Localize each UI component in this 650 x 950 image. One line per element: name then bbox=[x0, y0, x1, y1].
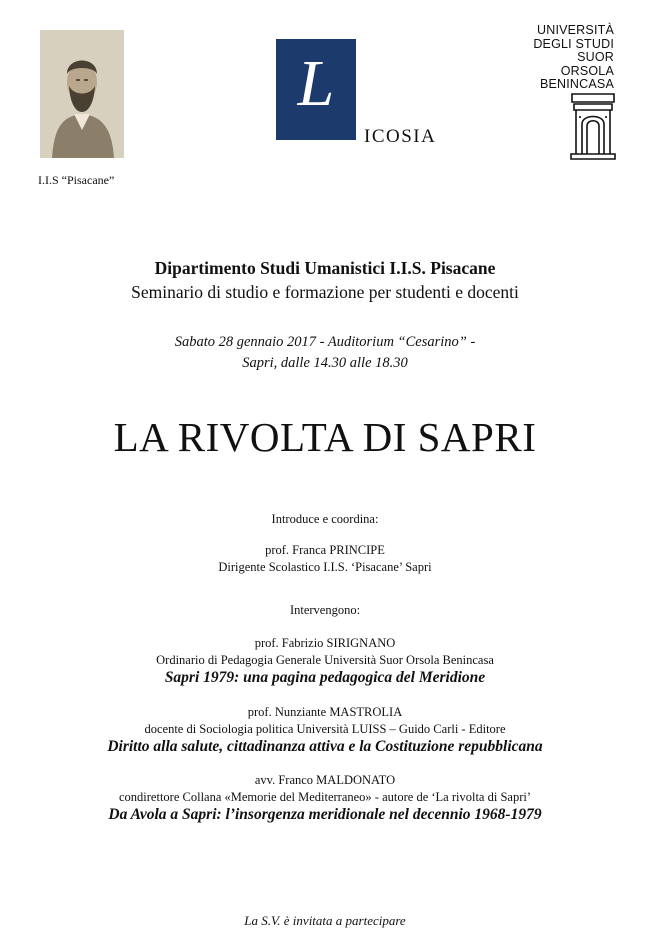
talk-title: Diritto alla salute, cittadinanza attiva e la Costituzione repubblicana bbox=[107, 738, 543, 755]
date-line-2: Sapri, dalle 14.30 alle 18.30 bbox=[242, 355, 408, 371]
speaker-role: condirettore Collana «Memorie del Mediterraneo» - autore de ‘La rivolta di Sapri’ bbox=[119, 790, 531, 804]
event-date-location bbox=[0, 332, 650, 374]
university-line: SUOR ORSOLA bbox=[560, 50, 614, 78]
school-caption: I.I.S “Pisacane” bbox=[38, 173, 115, 187]
university-building-icon bbox=[570, 88, 616, 160]
portrait-image bbox=[40, 30, 124, 158]
publisher-logo-letter: L bbox=[297, 47, 335, 120]
speaker-name: prof. Nunziante MASTROLIA bbox=[247, 705, 403, 719]
coordinator-name: prof. Franca PRINCIPE bbox=[265, 543, 385, 557]
speaker-name: prof. Fabrizio SIRIGNANO bbox=[254, 636, 396, 650]
publisher-logo bbox=[276, 39, 356, 140]
speaker-role: Ordinario di Pedagogia Generale Università Suor Orsola Benincasa bbox=[156, 653, 494, 667]
coordinator-role: Dirigente Scolastico I.I.S. ‘Pisacane’ Sapri bbox=[218, 560, 432, 574]
talk-title: Sapri 1979: una pagina pedagogica del Meridione bbox=[164, 669, 486, 686]
department-heading: Dipartimento Studi Umanistici I.I.S. Pisacane bbox=[154, 258, 496, 278]
intro-label: Introduce e coordina: bbox=[271, 512, 379, 526]
seminar-subtitle: Seminario di studio e formazione per studenti e docenti bbox=[131, 282, 519, 302]
speaker-name: avv. Franco MALDONATO bbox=[254, 773, 396, 787]
pisacane-portrait bbox=[40, 30, 124, 158]
university-line: BENINCASA bbox=[539, 77, 614, 91]
talk-title: Da Avola a Sapri: l’insorgenza meridionale nel decennio 1968-1979 bbox=[108, 806, 542, 823]
event-title: LA RIVOLTA DI SAPRI bbox=[113, 414, 537, 460]
speaker-role: docente di Sociologia politica Università LUISS – Guido Carli - Editore bbox=[144, 722, 506, 736]
speakers-label: Intervengono: bbox=[289, 603, 361, 617]
date-line-1: Sabato 28 gennaio 2017 - Auditorium “Cesarino” - bbox=[174, 334, 476, 350]
university-line: UNIVERSITÀ bbox=[536, 23, 614, 37]
university-name bbox=[522, 24, 614, 92]
university-line: DEGLI STUDI bbox=[533, 36, 614, 51]
publisher-name: ICOSIA bbox=[364, 126, 437, 147]
invitation-note: La S.V. è invitata a partecipare bbox=[244, 913, 406, 928]
